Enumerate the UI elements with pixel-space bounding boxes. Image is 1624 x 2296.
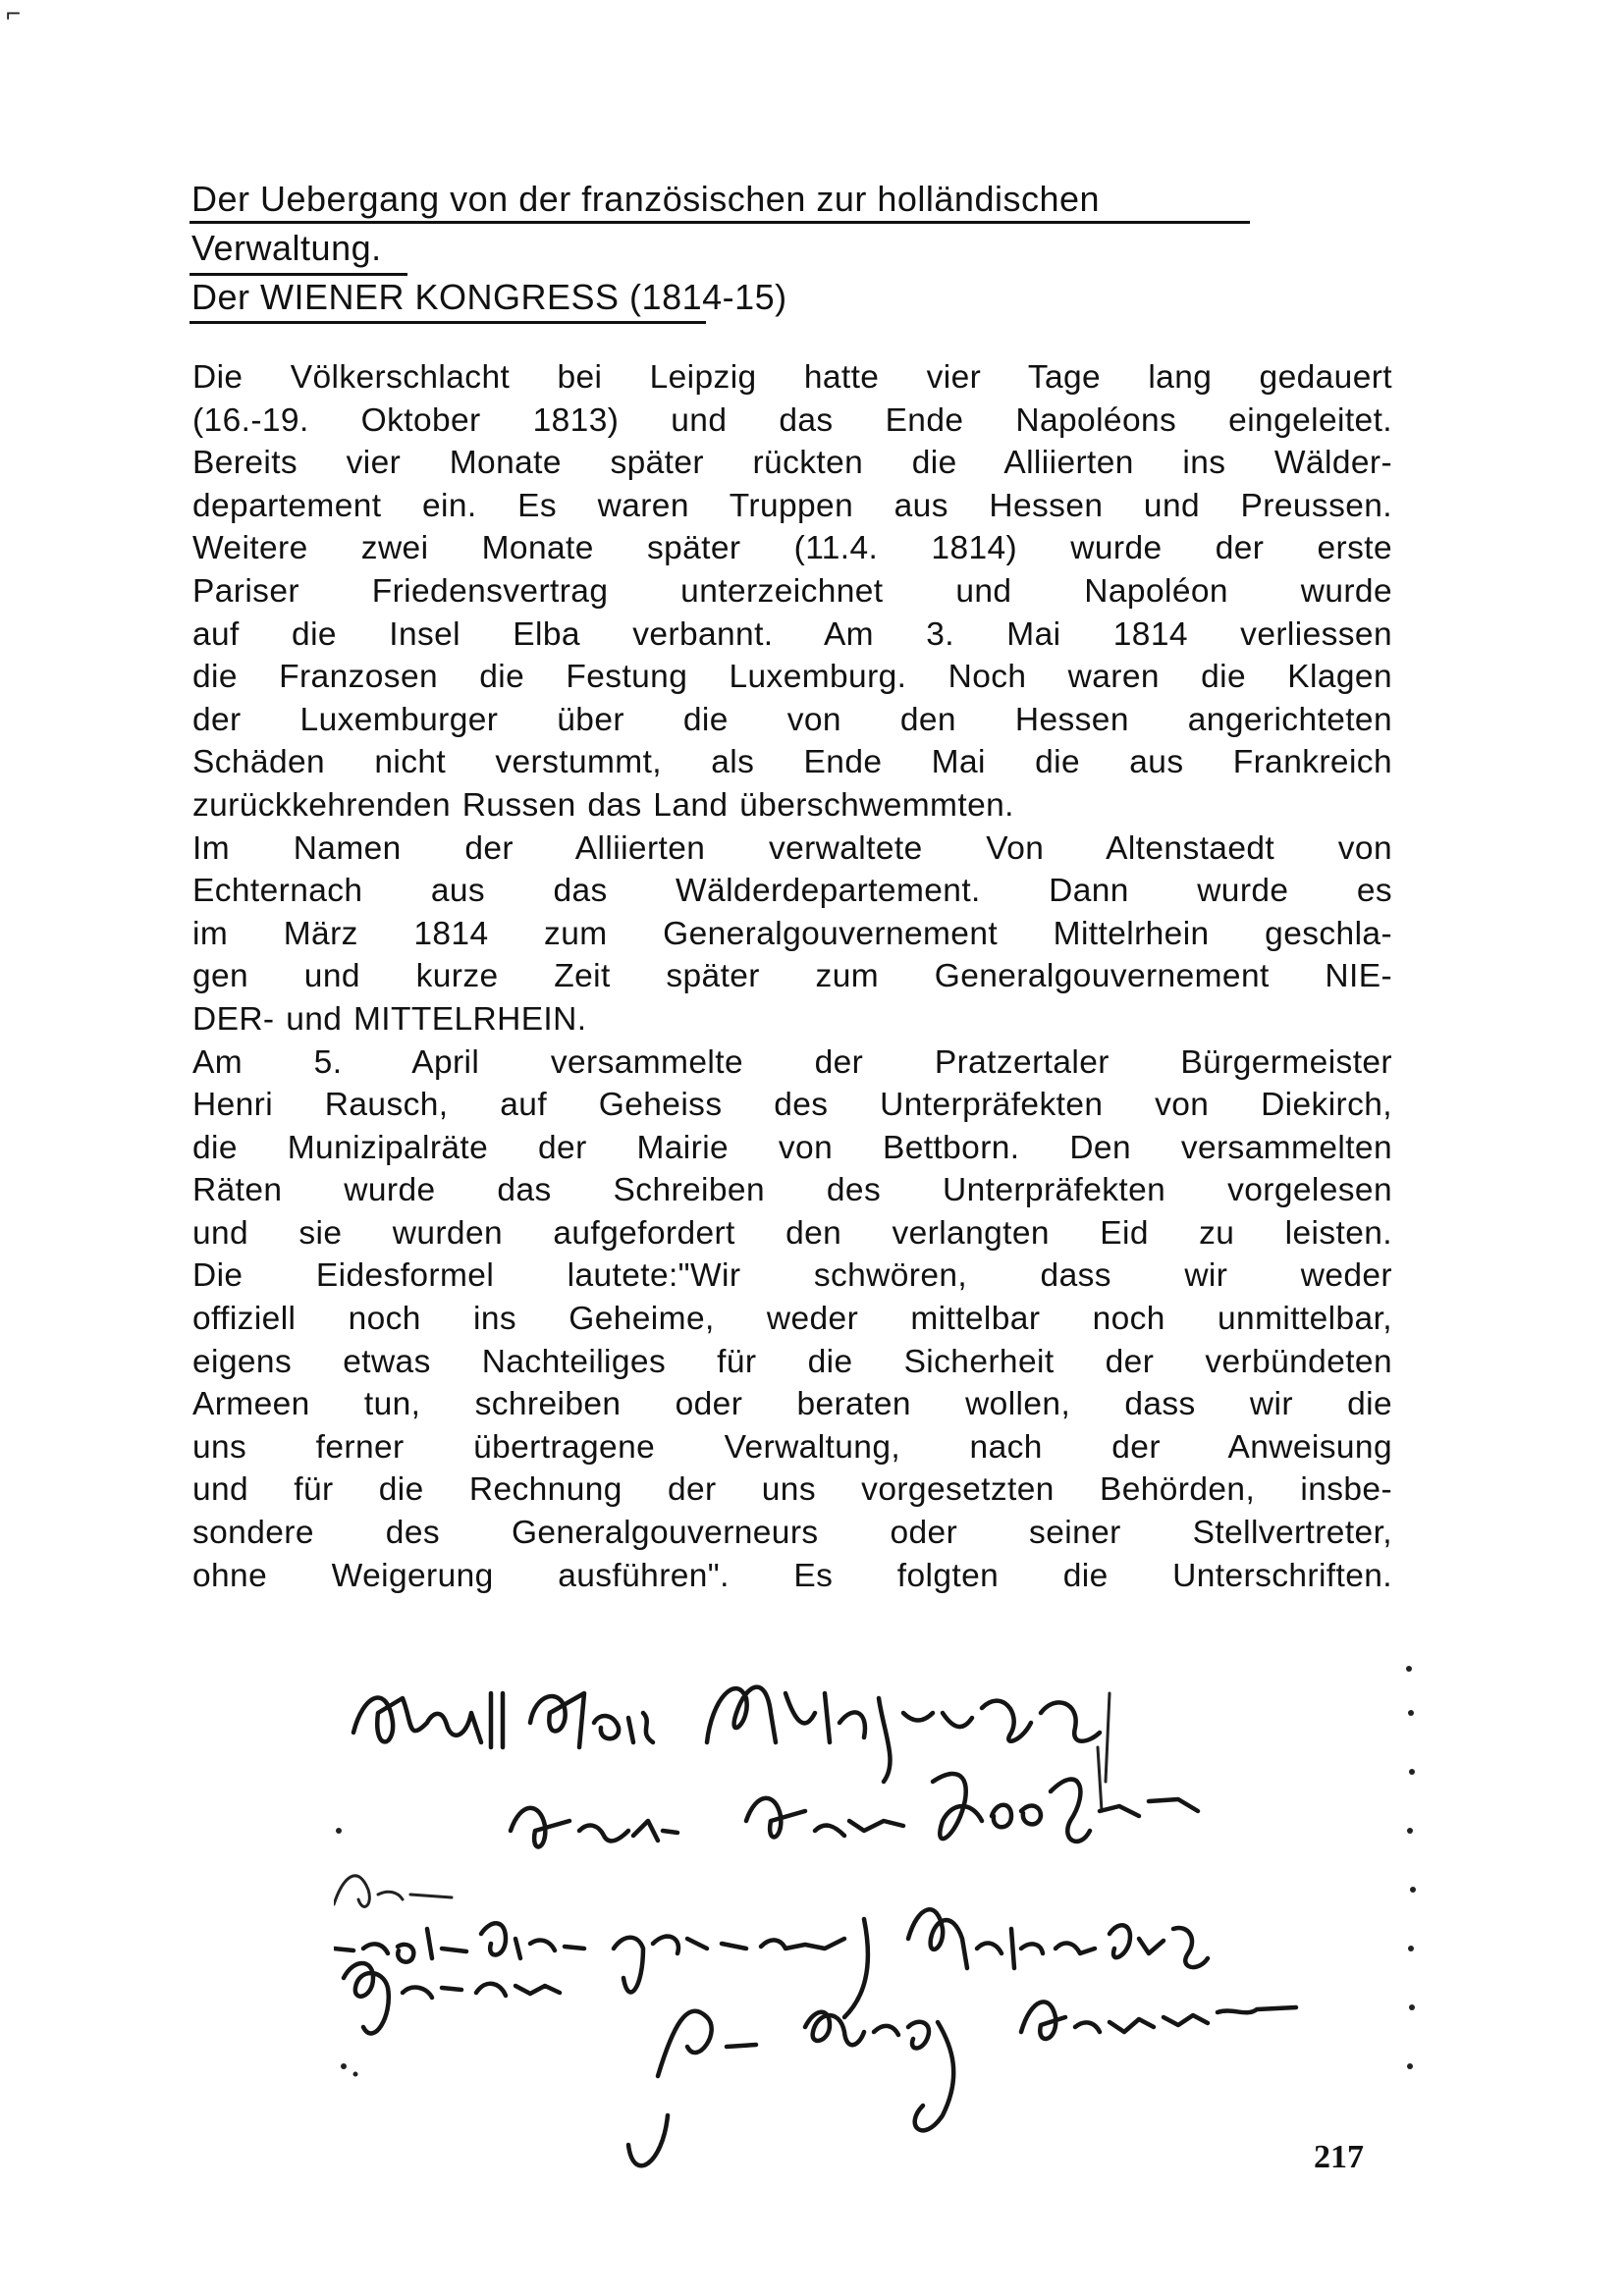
signature-stroke	[530, 1693, 653, 1747]
text-line: im März 1814 zum Generalgouvernement Mittelrhein geschla-	[192, 915, 1392, 952]
text-line: die Franzosen die Festung Luxemburg. Noch waren die Klagen	[192, 659, 1392, 696]
text-line: Räten wurde das Schreiben des Unterpräfekten vorgelesen	[192, 1172, 1392, 1209]
speck	[1407, 2063, 1413, 2069]
signature-stroke	[614, 1937, 844, 1993]
signature-stroke	[1021, 2002, 1296, 2039]
text-line: offiziell noch ins Geheime, weder mittelbar noch unmittelbar,	[192, 1301, 1392, 1338]
body-text	[192, 356, 1392, 1597]
text-line: departement ein. Es waren Truppen aus Hessen und Preussen.	[192, 487, 1392, 524]
text-line: eigens etwas Nachteiliges für die Sicherheit der verbündeten	[192, 1343, 1392, 1380]
text-line: zurückkehrenden Russen das Land überschwemmten.	[192, 786, 1014, 824]
signatures-drawing	[334, 1654, 1424, 2214]
text-line: und sie wurden aufgefordert den verlangten Eid zu leisten.	[192, 1214, 1392, 1252]
text-line: der Luxemburger über die von den Hessen angerichteten	[192, 701, 1392, 738]
speck	[1409, 2004, 1415, 2010]
text-line: DER- und MITTELRHEIN.	[192, 1000, 587, 1038]
speck	[1410, 1887, 1416, 1893]
text-line: Die Völkerschlacht bei Leipzig hatte vier Tage lang gedauert	[192, 359, 1392, 396]
signature-stroke	[933, 1774, 1198, 1842]
text-line: die Munizipalräte der Mairie von Bettborn. Den versammelten	[192, 1129, 1392, 1166]
signature-stroke	[746, 1798, 903, 1838]
text-line: uns ferner übertragene Verwaltung, nach der Anweisung	[192, 1428, 1392, 1466]
text-line: auf die Insel Elba verbannt. Am 3. Mai 1814 verliessen	[192, 615, 1392, 653]
speck	[1409, 1769, 1415, 1775]
signature-stroke	[707, 1687, 1100, 1782]
heading-line-3: Der WIENER KONGRESS (1814-15)	[191, 277, 787, 317]
heading-underline-1	[189, 221, 1250, 224]
text-line: ohne Weigerung ausführen". Es folgten die Unterschriften.	[192, 1557, 1392, 1594]
text-line: Bereits vier Monate später rückten die Alliierten ins Wälder-	[192, 445, 1392, 482]
heading-line-1: Der Uebergang von der französischen zur holländischen	[191, 179, 1101, 219]
signature-stroke	[628, 2011, 756, 2166]
signature-stroke	[844, 1909, 1208, 2017]
signature-stroke	[805, 2012, 953, 2131]
text-line: (16.-19. Oktober 1813) und das Ende Napoléons eingeleitet.	[192, 401, 1392, 439]
section-heading	[191, 175, 1262, 322]
text-line: sondere des Generalgouverneurs oder seiner Stellvertreter,	[192, 1515, 1392, 1552]
text-line: Armeen tun, schreiben oder beraten wollen, dass wir die	[192, 1386, 1392, 1423]
page-number: 217	[1314, 2139, 1364, 2175]
speck	[336, 1828, 342, 1834]
text-line: Pariser Friedensvertrag unterzeichnet und Napoléon wurde	[192, 572, 1392, 610]
text-line: Am 5. April versammelte der Pratzertaler Bürgermeister	[192, 1043, 1392, 1081]
signature-stroke	[511, 1808, 677, 1847]
text-line: und für die Rechnung der uns vorgesetzten Behörden, insbe-	[192, 1471, 1392, 1509]
text-line: Schäden nicht verstummt, als Ende Mai die aus Frankreich	[192, 744, 1392, 781]
signatures-image	[334, 1654, 1424, 2214]
speck	[341, 2063, 347, 2069]
signature-stroke	[334, 1923, 584, 1961]
heading-line-2: Verwaltung.	[191, 228, 382, 268]
text-line: Echternach aus das Wälderdepartement. Dann wurde es	[192, 873, 1392, 910]
text-line: Henri Rausch, auf Geheiss des Unterpräfekten von Diekirch,	[192, 1087, 1392, 1124]
signature-stroke	[1098, 1693, 1110, 1811]
text-line: Im Namen der Alliierten verwaltete Von Altenstaedt von	[192, 829, 1392, 867]
speck	[353, 2072, 358, 2077]
heading-underline-3	[189, 321, 706, 324]
text-line: Weitere zwei Monate später (11.4. 1814) wurde der erste	[192, 530, 1392, 567]
signature-stroke	[344, 1963, 560, 2033]
corner-mark: ⌐	[6, 0, 22, 27]
speck	[1407, 1828, 1413, 1834]
heading-underline-2	[189, 273, 407, 276]
speck	[1406, 1666, 1412, 1672]
speck	[1408, 1710, 1414, 1716]
speck	[1408, 1946, 1414, 1951]
text-line: Die Eidesformel lautete:"Wir schwören, dass wir weder	[192, 1257, 1392, 1295]
text-line: gen und kurze Zeit später zum Generalgouvernement NIE-	[192, 958, 1392, 995]
signature-stroke	[353, 1693, 503, 1747]
signature-stroke	[334, 1876, 452, 1907]
